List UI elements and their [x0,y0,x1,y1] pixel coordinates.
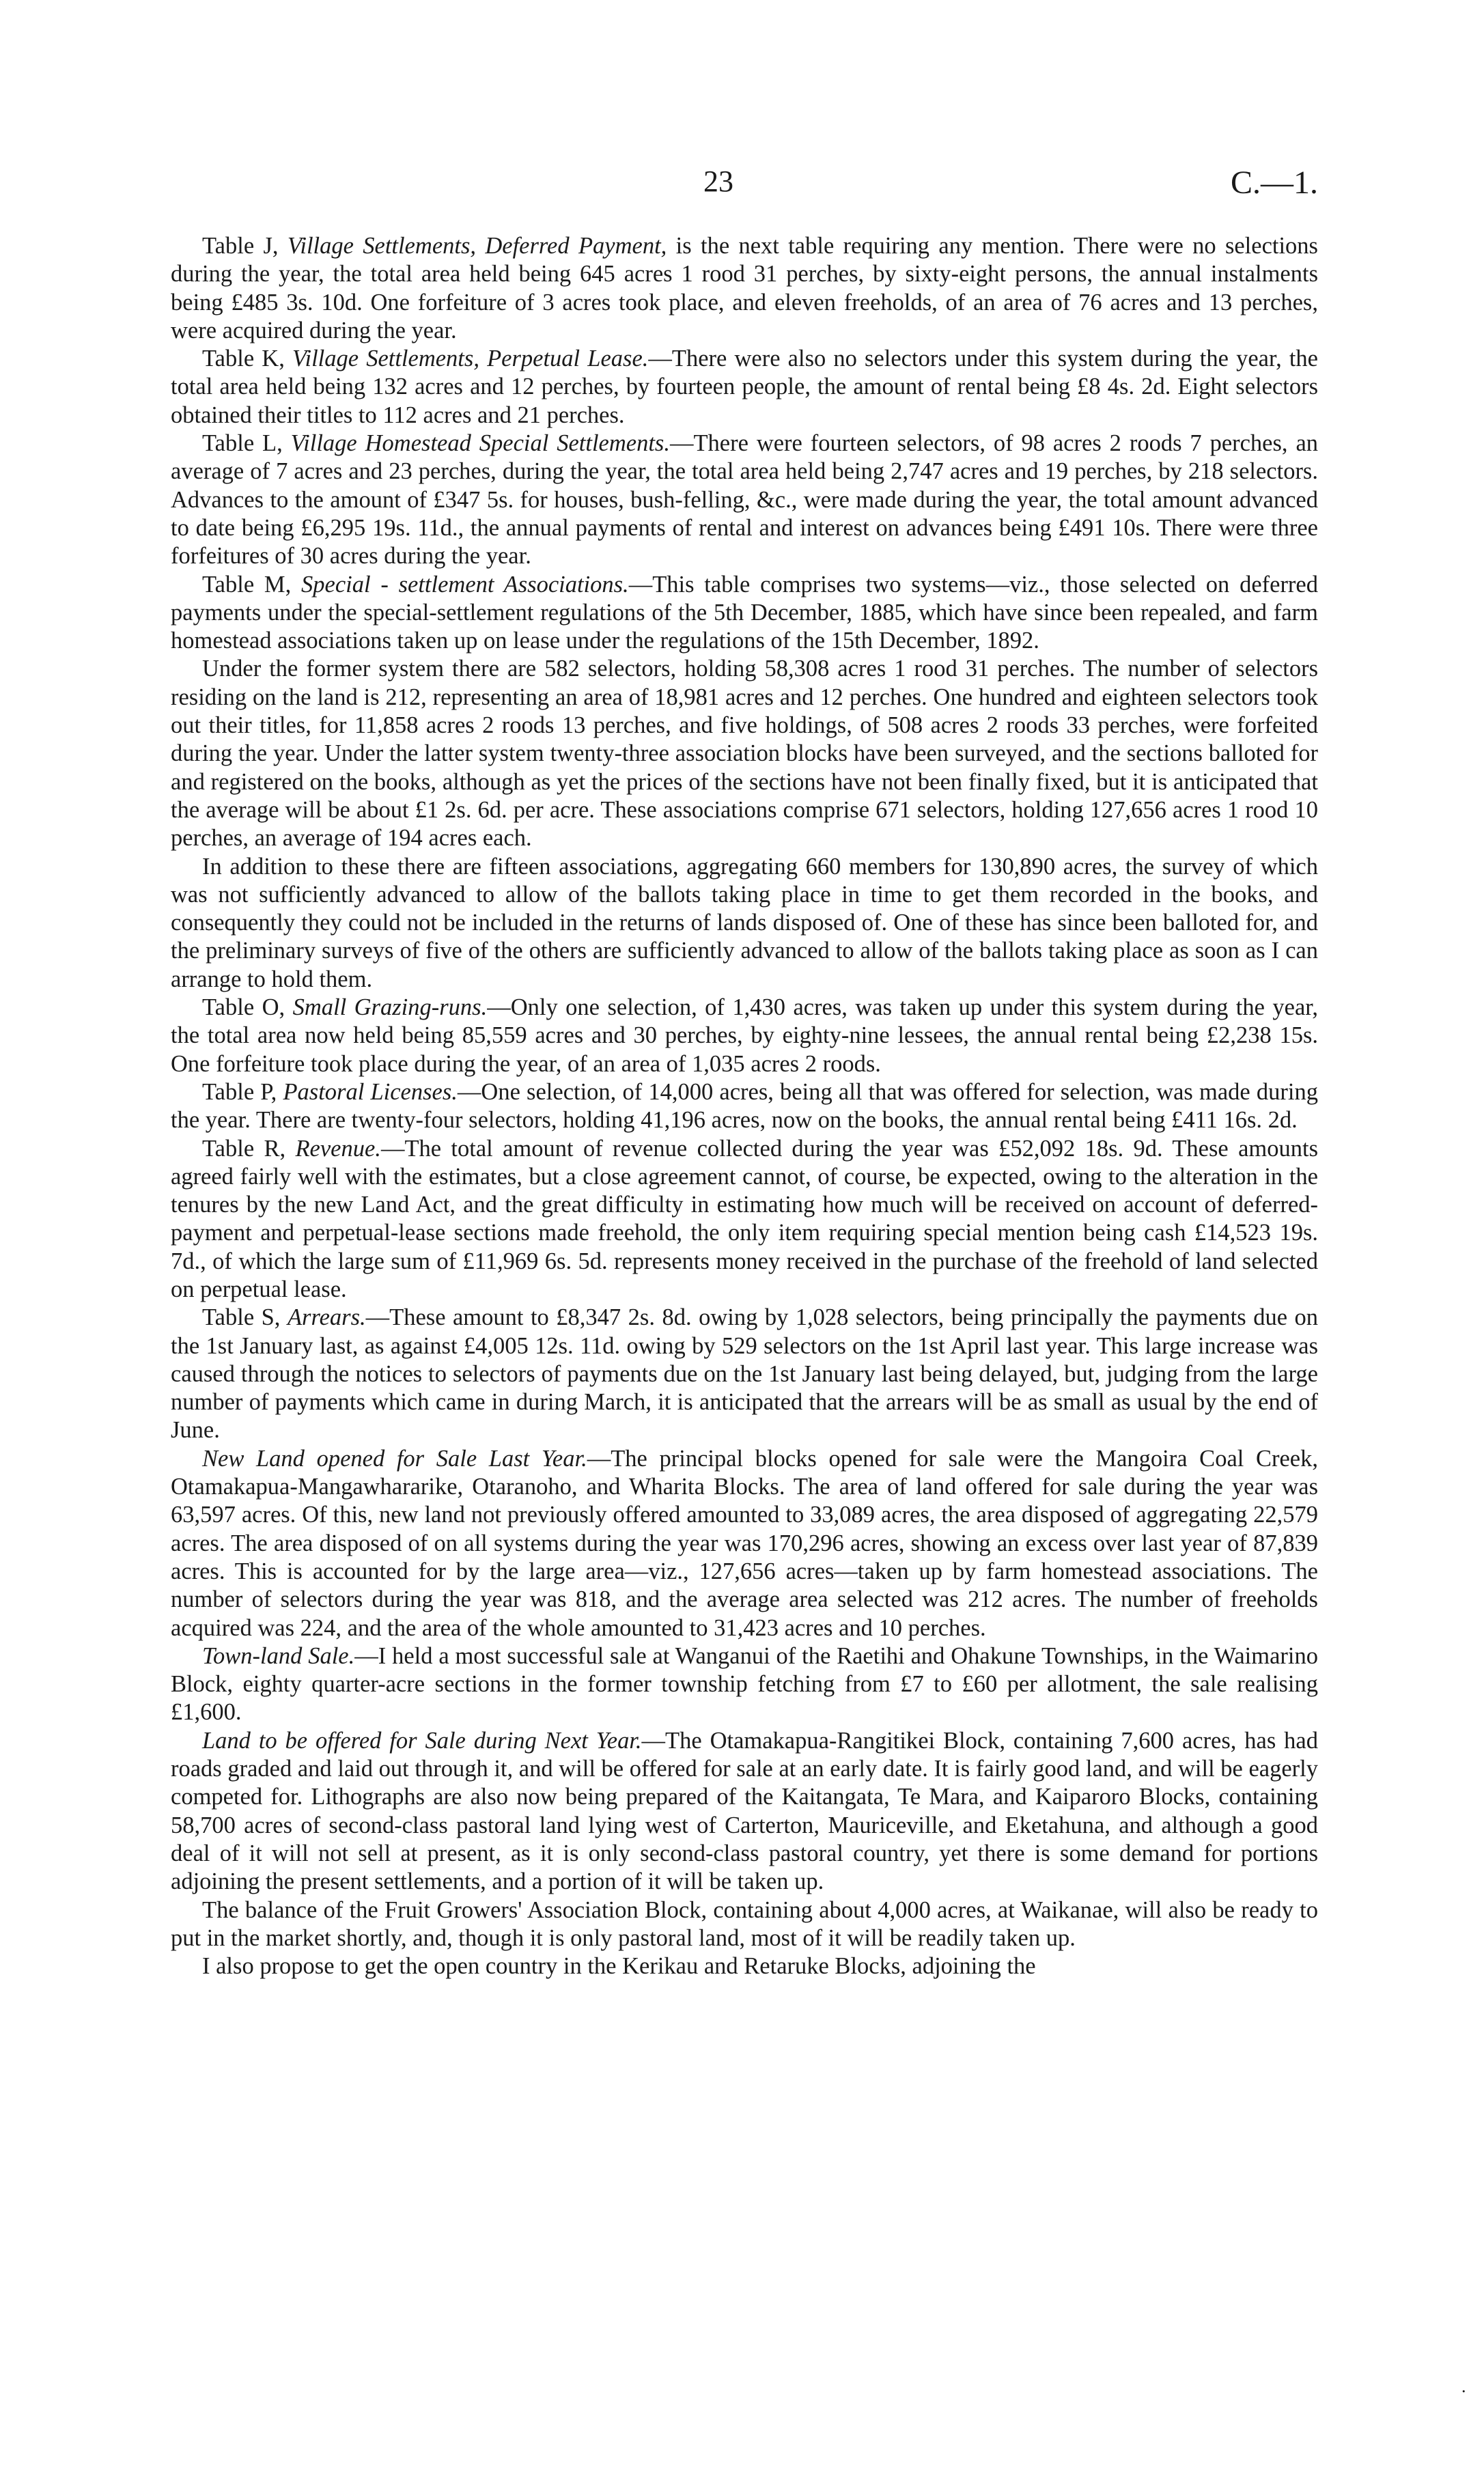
paragraph-title: Pastoral Licenses. [283,1078,458,1105]
paragraph-table-r: Table R, Revenue.—The total amount of revenue collected during the year was £52,092 18s. 9d. These amounts agreed fairly well with the estimates, but a close agreement cannot, of course, be expected, owing to the alteration in the tenures by the new Land Act, and the great difficulty in estimating how much will be received on account of deferred-payment and perpetual-lease sections made freehold, the only item requiring special mention being cash £14,523 19s. 7d., of which the large sum of £11,969 6s. 5d. represents money received in the purchase of the freehold of land selected on perpetual lease. [171,1135,1318,1302]
paragraph-table-l: Table L, Village Homestead Special Settlements.—There were fourteen selectors, of 98 acres 2 roods 7 perches, an average of 7 acres and 23 perches, during the year, the total area held being 2,747 acres and 19 perches, by 218 selectors. Advances to the amount of £347 5s. for houses, bush-felling, &c., were made during the year, the total amount advanced to date being £6,295 19s. 11d., the annual payments of rental and interest on advances being £491 10s. There were three forfeitures of 30 acres during the year. [171,430,1319,570]
paragraph-new-land: New Land opened for Sale Last Year.—The principal blocks opened for sale were the Mangoira Coal Creek, Otamakapua-Mangawhararike, Otaranoho, and Wharita Blocks. The area of land offered for sale during the year was 63,597 acres. Of this, new land not previously offered amounted to 33,089 acres, the area disposed of aggregating 22,579 acres. The area disposed of on all systems during the year was 170,296 acres, showing an excess over last year of 87,839 acres. This is accounted for by the large area—viz., 127,656 acres—taken up by farm homestead associations. The number of selectors during the year was 818, and the average area selected was 212 acres. The number of freeholds acquired was 224, and the area of the whole amounted to 31,423 acres and 10 perches. [171,1445,1318,1641]
paragraph-title: Small Grazing-runs. [292,994,488,1021]
paragraph-table-p: Table P, Pastoral Licenses.—One selection, of 14,000 acres, being all that was offered for selection, was made during the year. There are twenty-four selectors, holding 41,196 acres, now on the books, the annual rental being £411 16s. 2d. [171,1078,1318,1134]
paragraph-table-o: Table O, Small Grazing-runs.—Only one selection, of 1,430 acres, was taken up under this system during the year, the total area now held being 85,559 acres and 30 perches, by eighty-nine lessees, the annual rental being £2,238 15s. One forfeiture took place during the year, of an area of 1,035 acres 2 roods. [171,994,1319,1077]
paragraph-title: Town-land Sale. [202,1642,355,1669]
paragraph-land-next-year: Land to be offered for Sale during Next Year.—The Otamakapua-Rangitikei Block, containing 7,600 acres, has had roads graded and laid out through it, and will be offered for sale at an early date. It is fairly good land, and will be eagerly competed for. Lithographs are also now being prepared of the Kaitangata, Te Mara, and Kaiparoro Blocks, containing 58,700 acres of second-class pastoral land lying west of Carterton, Mauriceville, and Eketahuna, and although a good deal of it will not sell at present, as it is only second-class pastoral country, yet there is some demand for portions adjoining the present settlements, and a portion of it will be taken up. [171,1727,1318,1895]
paragraph-table-s: Table S, Arrears.—These amount to £8,347 2s. 8d. owing by 1,028 selectors, being principally the payments due on the 1st January last, as against £4,005 12s. 11d. owing by 529 selectors on the 1st April last year. This large increase was caused through the notices to selectors of payments due on the 1st January last being delayed, but, judging from the large number of payments which came in during March, it is anticipated that the arrears will be as small as usual by the end of June. [171,1304,1318,1444]
paragraph-title: Special - settlement Associations. [301,571,629,598]
paragraph-title: Village Settlements, Deferred Payment, [287,233,667,259]
paragraph-table-m: Table M, Special - settlement Associations.—This table comprises two systems—viz., those selected on deferred payments under the special-settlement regulations of the 5th December, 1885, which have since been repealed, and farm homestead associations taken up on lease under the regulations of the 15th December, 1892. [171,571,1318,654]
document-code: C.—1. [1230,165,1318,201]
paragraph-table-k: Table K, Village Settlements, Perpetual Lease.—There were also no selectors under this system during the year, the total area held being 132 acres and 12 perches, by fourteen people, the amount of rental being £8 4s. 2d. Eight selectors obtained their titles to 112 acres and 21 perches. [171,346,1318,428]
paragraph-title: Village Homestead Special Settlements. [290,430,670,457]
paragraph-title: Arrears. [287,1304,366,1331]
page-number: 23 [703,165,733,198]
paragraph-title: Revenue. [295,1135,381,1162]
paragraph-title: Village Settlements, Perpetual Lease. [292,346,649,372]
paragraph-title: Land to be offered for Sale during Next Year. [202,1727,642,1754]
paragraph-fruit-growers: The balance of the Fruit Growers' Association Block, containing about 4,000 acres, at Waikanae, will also be ready to put in the market shortly, and, though it is only pastoral land, most of it will be readily taken up. [171,1896,1318,1951]
page-header [171,164,1318,205]
paragraph-town-land-sale: Town-land Sale.—I held a most successful sale at Wanganui of the Raetihi and Ohakune Townships, in the Waimarino Block, eighty quarter-acre sections in the former township fetching from £7 to £60 per allotment, the sale realising £1,600. [171,1642,1318,1726]
body-text [171,232,1318,1980]
paragraph-title: New Land opened for Sale Last Year. [202,1445,587,1472]
paragraph-kerikau: I also propose to get the open country in the Kerikau and Retaruke Blocks, adjoining the [202,1953,1036,1980]
paragraph-former-system: Under the former system there are 582 selectors, holding 58,308 acres 1 rood 31 perches. The number of selectors residing on the land is 212, representing an area of 18,981 acres and 12 perches. One hundred and eighteen selectors took out their titles, for 11,858 acres 2 roods 13 perches, and five holdings, of 508 acres 2 roods 33 perches, were forfeited during the year. Under the latter system twenty-three association blocks have been surveyed, and the sections balloted for and registered on the books, although as yet the prices of the sections have not been finally fixed, but it is anticipated that the average will be about £1 2s. 6d. per acre. These associations comprise 671 selectors, holding 127,656 acres 1 rood 10 perches, an average of 194 acres each. [171,656,1318,852]
paragraph-table-j: Table J, Village Settlements, Deferred Payment, is the next table requiring any mention. There were no selections during the year, the total area held being 645 acres 1 rood 31 perches, by sixty-eight persons, the annual instalments being £485 3s. 10d. One forfeiture of 3 acres took place, and eleven freeholds, of an area of 76 acres and 13 perches, were acquired during the year. [171,233,1318,343]
margin-mark: . [1461,2376,1466,2396]
paragraph-associations: In addition to these there are fifteen associations, aggregating 660 members for 130,890 acres, the survey of which was not sufficiently advanced to allow of the ballots taking place in time to get them recorded in the books, and consequently they could not be included in the returns of lands disposed of. One of these has since been balloted for, and the preliminary surveys of five of the others are sufficiently advanced to allow of the ballots taking place as soon as I can arrange to hold them. [171,853,1318,992]
